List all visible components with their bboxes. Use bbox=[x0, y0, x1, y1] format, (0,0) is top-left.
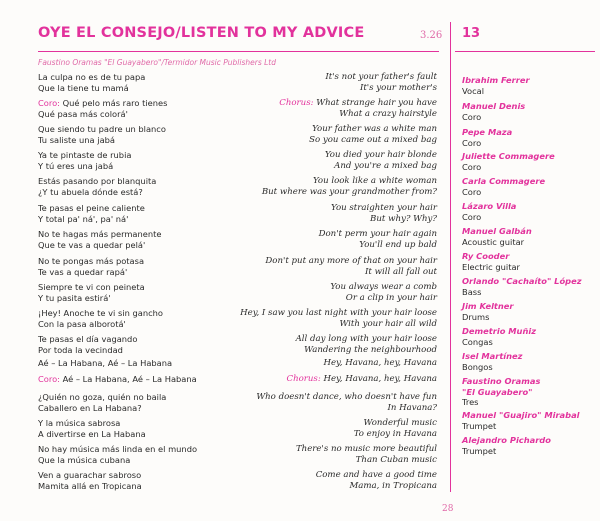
lyric-line-spanish bbox=[38, 319, 163, 330]
lyric-line-spanish bbox=[38, 470, 142, 481]
lyric-line-spanish bbox=[38, 240, 161, 251]
personnel-entry bbox=[462, 176, 545, 197]
lyric-line-english bbox=[323, 358, 437, 369]
lyric-text: Y total pa' ná', pa' ná' bbox=[38, 214, 129, 224]
stanza-spanish bbox=[38, 256, 144, 278]
lyric-text: Come and have a good time bbox=[315, 470, 437, 480]
musician-role: Tres bbox=[462, 397, 479, 407]
lyric-line-spanish bbox=[38, 124, 166, 135]
lyric-line-spanish bbox=[38, 98, 167, 109]
musician-role: Coro bbox=[462, 137, 482, 148]
lyric-text: ¡Hey! Anoche te vi sin gancho bbox=[38, 308, 163, 318]
lyric-line-english bbox=[240, 308, 437, 319]
stanza-english bbox=[240, 308, 437, 330]
lyric-text: In Havana? bbox=[387, 403, 437, 413]
stanza-english bbox=[325, 150, 437, 172]
lyric-line-spanish bbox=[38, 403, 166, 414]
stanza-spanish bbox=[38, 358, 172, 369]
stanza-spanish bbox=[38, 282, 145, 304]
personnel-entry bbox=[462, 127, 512, 148]
lyric-line-spanish bbox=[38, 345, 137, 356]
stanza-english bbox=[354, 418, 437, 440]
lyric-text: Than Cuban music bbox=[355, 455, 437, 465]
musician-name: Manuel Galbán bbox=[462, 226, 532, 236]
lyric-text: Que la tiene tu mamá bbox=[38, 83, 129, 93]
lyric-line-spanish bbox=[38, 83, 145, 94]
musician-role: Bass bbox=[462, 286, 482, 297]
lyric-line-spanish bbox=[38, 444, 197, 455]
lyric-text: No te hagas más permanente bbox=[38, 229, 162, 239]
musician-role: Trumpet bbox=[462, 445, 497, 456]
lyric-text: Ven a guarachar sabroso bbox=[38, 470, 142, 480]
lyric-line-spanish bbox=[38, 72, 145, 83]
lyric-line-spanish bbox=[38, 429, 146, 440]
lyric-text: Hey, I saw you last night with your hair loose bbox=[240, 308, 437, 318]
lyric-line-spanish bbox=[38, 358, 172, 369]
stanza-spanish bbox=[38, 444, 197, 466]
lyric-line-english bbox=[279, 98, 437, 109]
musician-name: Lázaro Villa bbox=[462, 201, 517, 211]
musician-name: Alejandro Pichardo bbox=[462, 435, 551, 445]
personnel-entry bbox=[462, 75, 530, 96]
musician-role: Coro bbox=[462, 161, 482, 172]
lyric-text: You'll end up bald bbox=[359, 240, 437, 250]
stanza-english bbox=[319, 229, 437, 251]
lyric-line-english bbox=[279, 109, 437, 120]
musician-name: Faustino Oramas bbox=[462, 376, 541, 386]
lyric-line-english bbox=[354, 418, 437, 429]
lyric-line-spanish bbox=[38, 229, 161, 240]
lyric-text: Mama, in Tropicana bbox=[349, 481, 437, 491]
musician-name: Orlando "Cachaíto" López bbox=[462, 276, 582, 286]
lyric-text: Te pasas el peine caliente bbox=[38, 203, 145, 213]
stanza-spanish bbox=[38, 124, 166, 146]
musician-name: Manuel Denis bbox=[462, 101, 526, 111]
lyric-line-english bbox=[325, 72, 437, 83]
stanza-spanish bbox=[38, 98, 167, 120]
personnel-entry bbox=[462, 201, 516, 222]
lyric-text: Te pasas el día vagando bbox=[38, 334, 138, 344]
lyric-line-english bbox=[316, 470, 437, 481]
stanza-spanish bbox=[38, 308, 163, 330]
lyric-text: Wonderful music bbox=[363, 418, 437, 428]
lyric-text: Te vas a quedar rapá' bbox=[38, 267, 128, 277]
stanza-english bbox=[330, 282, 437, 304]
lyric-text: Aé – La Habana, Aé – La Habana bbox=[38, 358, 173, 368]
lyric-text: You look like a white woman bbox=[312, 176, 437, 186]
lyric-text: Caballero en La Habana? bbox=[38, 403, 142, 413]
lyric-line-spanish bbox=[38, 135, 166, 146]
stanza-english bbox=[316, 470, 437, 492]
lyric-line-spanish bbox=[38, 203, 145, 214]
personnel-entry bbox=[462, 101, 525, 122]
stanza-english bbox=[323, 358, 437, 369]
song-title: OYE EL CONSEJO/LISTEN TO MY ADVICE bbox=[38, 25, 365, 41]
stanza-english bbox=[265, 256, 437, 278]
stanza-english bbox=[256, 392, 437, 414]
lyric-text: You straighten your hair bbox=[331, 203, 437, 213]
lyric-text: Que la música cubana bbox=[38, 455, 131, 465]
stanza-spanish bbox=[38, 470, 142, 492]
lyric-text: Por toda la vecindad bbox=[38, 345, 123, 355]
musician-role: Vocal bbox=[462, 85, 485, 96]
musician-name: Manuel "Guajiro" Mirabal bbox=[462, 410, 580, 420]
lyric-text: Estás pasando por blanquita bbox=[38, 176, 157, 186]
lyric-line-english bbox=[256, 403, 437, 414]
lyric-text: Hey, Havana, hey, Havana bbox=[323, 358, 437, 368]
chorus-marker: Coro: bbox=[38, 374, 60, 384]
lyric-line-spanish bbox=[38, 334, 137, 345]
personnel-entry bbox=[462, 251, 520, 272]
lyric-line-spanish bbox=[38, 267, 144, 278]
stanza-spanish bbox=[38, 203, 145, 225]
lyric-text: What strange hair you have bbox=[313, 98, 437, 108]
lyric-text: La culpa no es de tu papa bbox=[38, 72, 146, 82]
lyric-text: To enjoy in Havana bbox=[353, 429, 437, 439]
lyric-text: Don't put any more of that on your hair bbox=[265, 256, 437, 266]
lyric-line-english bbox=[256, 392, 437, 403]
page-number: 28 bbox=[442, 504, 454, 514]
lyric-line-english bbox=[309, 124, 437, 135]
chorus-marker: Chorus: bbox=[279, 98, 314, 108]
lyric-line-english bbox=[325, 83, 437, 94]
lyric-line-english bbox=[354, 429, 437, 440]
lyric-line-english bbox=[330, 293, 437, 304]
musician-name: Ry Cooder bbox=[462, 251, 510, 261]
personnel-entry bbox=[462, 276, 582, 297]
lyric-text: Qué pasa más colorá' bbox=[38, 109, 128, 119]
lyric-line-english bbox=[240, 319, 437, 330]
stanza-english bbox=[262, 176, 437, 198]
lyric-line-english bbox=[319, 240, 437, 251]
lyric-line-english bbox=[296, 334, 437, 345]
stanza-spanish bbox=[38, 374, 197, 385]
personnel-entry bbox=[462, 410, 580, 431]
musician-role: Trumpet bbox=[462, 420, 497, 431]
lyric-line-english bbox=[262, 176, 437, 187]
personnel-entry bbox=[462, 151, 555, 172]
lyric-text: All day long with your hair loose bbox=[295, 334, 437, 344]
lyric-text: Qué pelo más raro tienes bbox=[59, 98, 168, 108]
lyric-line-english bbox=[296, 455, 437, 466]
lyric-line-spanish bbox=[38, 256, 144, 267]
musician-name: Jim Keltner bbox=[462, 301, 514, 311]
lyric-line-spanish bbox=[38, 109, 167, 120]
lyric-text: ¿Quién no goza, quién no baila bbox=[38, 392, 167, 402]
lyric-text: With your hair all wild bbox=[339, 319, 437, 329]
lyric-line-english bbox=[265, 256, 437, 267]
lyric-line-spanish bbox=[38, 214, 145, 225]
stanza-spanish bbox=[38, 72, 145, 94]
lyric-line-spanish bbox=[38, 176, 156, 187]
lyric-line-spanish bbox=[38, 392, 166, 403]
lyric-text: But why? Why? bbox=[370, 214, 437, 224]
stanza-english bbox=[296, 334, 437, 356]
stanza-english bbox=[331, 203, 437, 225]
lyric-line-english bbox=[325, 161, 437, 172]
lyric-line-english bbox=[330, 282, 437, 293]
lyric-line-english bbox=[325, 150, 437, 161]
musician-name: Demetrio Muñiz bbox=[462, 326, 537, 336]
musician-name: Juliette Commagere bbox=[462, 151, 555, 161]
musician-role: Congas bbox=[462, 336, 493, 347]
stanza-spanish bbox=[38, 418, 146, 440]
musician-name: "El Guayabero" bbox=[462, 386, 533, 397]
header-rule bbox=[38, 51, 439, 52]
lyric-text: Don't perm your hair again bbox=[318, 229, 437, 239]
personnel-entry bbox=[462, 435, 551, 456]
lyric-text: Y la música sabrosa bbox=[38, 418, 121, 428]
lyric-text: You always wear a comb bbox=[330, 282, 437, 292]
stanza-english bbox=[287, 374, 438, 385]
stanza-english bbox=[325, 72, 437, 94]
lyric-text: But where was your grandmother from? bbox=[261, 187, 437, 197]
track-number: 13 bbox=[462, 26, 481, 41]
stanza-spanish bbox=[38, 229, 161, 251]
musician-role: Coro bbox=[462, 211, 482, 222]
lyric-line-spanish bbox=[38, 418, 146, 429]
lyric-line-english bbox=[331, 214, 437, 225]
musician-role: Drums bbox=[462, 311, 490, 322]
personnel-entry bbox=[462, 376, 540, 408]
lyric-text: It will all fall out bbox=[365, 267, 437, 277]
stanza-spanish bbox=[38, 150, 131, 172]
lyric-text: Mamita allá en Tropicana bbox=[38, 481, 142, 491]
lyric-line-spanish bbox=[38, 308, 163, 319]
song-duration: 3.26 bbox=[420, 30, 443, 41]
lyric-text: Y tú eres una jabá bbox=[38, 161, 114, 171]
lyric-text: Y tu pasita estirá' bbox=[38, 293, 111, 303]
musician-role: Electric guitar bbox=[462, 261, 520, 272]
lyric-text: ¿Y tu abuela dónde está? bbox=[38, 187, 143, 197]
lyric-line-english bbox=[309, 135, 437, 146]
stanza-spanish bbox=[38, 176, 156, 198]
lyric-text: Tu saliste una jabá bbox=[38, 135, 116, 145]
lyric-text: Who doesn't dance, who doesn't have fun bbox=[256, 392, 437, 402]
lyric-text: So you came out a mixed bag bbox=[309, 135, 437, 145]
personnel-entry bbox=[462, 301, 514, 322]
lyric-line-english bbox=[296, 345, 437, 356]
lyric-text: And you're a mixed bag bbox=[334, 161, 437, 171]
stanza-spanish bbox=[38, 334, 137, 356]
chorus-marker: Coro: bbox=[38, 98, 60, 108]
lyric-text: You died your hair blonde bbox=[324, 150, 437, 160]
lyric-line-spanish bbox=[38, 187, 156, 198]
lyric-text: What a crazy hairstyle bbox=[339, 109, 437, 119]
lyric-line-english bbox=[319, 229, 437, 240]
lyric-text: Your father was a white man bbox=[312, 124, 437, 134]
musician-role: Coro bbox=[462, 111, 482, 122]
column-divider bbox=[450, 22, 451, 492]
lyric-line-english bbox=[265, 267, 437, 278]
lyric-text: Wandering the neighbourhood bbox=[304, 345, 437, 355]
personnel-entry bbox=[462, 326, 536, 347]
lyric-text: Ya te pintaste de rubia bbox=[38, 150, 132, 160]
lyric-line-spanish bbox=[38, 150, 131, 161]
musician-role: Coro bbox=[462, 186, 482, 197]
lyric-line-english bbox=[316, 481, 437, 492]
lyric-line-english bbox=[296, 444, 437, 455]
lyric-line-spanish bbox=[38, 481, 142, 492]
lyric-text: Que te vas a quedar pelá' bbox=[38, 240, 146, 250]
chorus-marker: Chorus: bbox=[286, 374, 321, 384]
lyric-text: It's your mother's bbox=[359, 83, 437, 93]
musician-name: Carla Commagere bbox=[462, 176, 546, 186]
stanza-english bbox=[309, 124, 437, 146]
lyric-line-english bbox=[331, 203, 437, 214]
lyric-text: Aé – La Habana, Aé – La Habana bbox=[59, 374, 197, 384]
musician-name: Pepe Maza bbox=[462, 127, 513, 137]
personnel-entry bbox=[462, 226, 532, 247]
musician-role: Bongos bbox=[462, 361, 493, 372]
lyric-text: No te pongas más potasa bbox=[38, 256, 145, 266]
stanza-english bbox=[296, 444, 437, 466]
lyric-line-spanish bbox=[38, 161, 131, 172]
lyric-line-spanish bbox=[38, 455, 197, 466]
lyric-text: It's not your father's fault bbox=[325, 72, 437, 82]
musician-name: Isel Martínez bbox=[462, 351, 523, 361]
lyric-line-english bbox=[287, 374, 438, 385]
personnel-entry bbox=[462, 351, 523, 372]
lyric-line-spanish bbox=[38, 374, 197, 385]
lyric-line-spanish bbox=[38, 293, 145, 304]
lyric-text: Siempre te vi con peineta bbox=[38, 282, 145, 292]
musician-name: Ibrahim Ferrer bbox=[462, 75, 530, 85]
stanza-english bbox=[279, 98, 437, 120]
header-rule-right bbox=[455, 51, 595, 52]
lyric-text: Or a clip in your hair bbox=[345, 293, 437, 303]
lyric-line-spanish bbox=[38, 282, 145, 293]
lyric-text: There's no music more beautiful bbox=[295, 444, 437, 454]
stanza-spanish bbox=[38, 392, 166, 414]
lyric-text: Hey, Havana, hey, Havana bbox=[320, 374, 437, 384]
musician-role: Acoustic guitar bbox=[462, 236, 525, 247]
lyric-line-english bbox=[262, 187, 437, 198]
lyric-text: Que siendo tu padre un blanco bbox=[38, 124, 166, 134]
lyric-text: Con la pasa alborotá' bbox=[38, 319, 126, 329]
lyric-text: A divertirse en La Habana bbox=[38, 429, 146, 439]
songwriter-credit: Faustino Oramas "El Guayabero"/Termidor Music Publishers Ltd bbox=[38, 58, 276, 67]
lyric-text: No hay música más linda en el mundo bbox=[38, 444, 198, 454]
